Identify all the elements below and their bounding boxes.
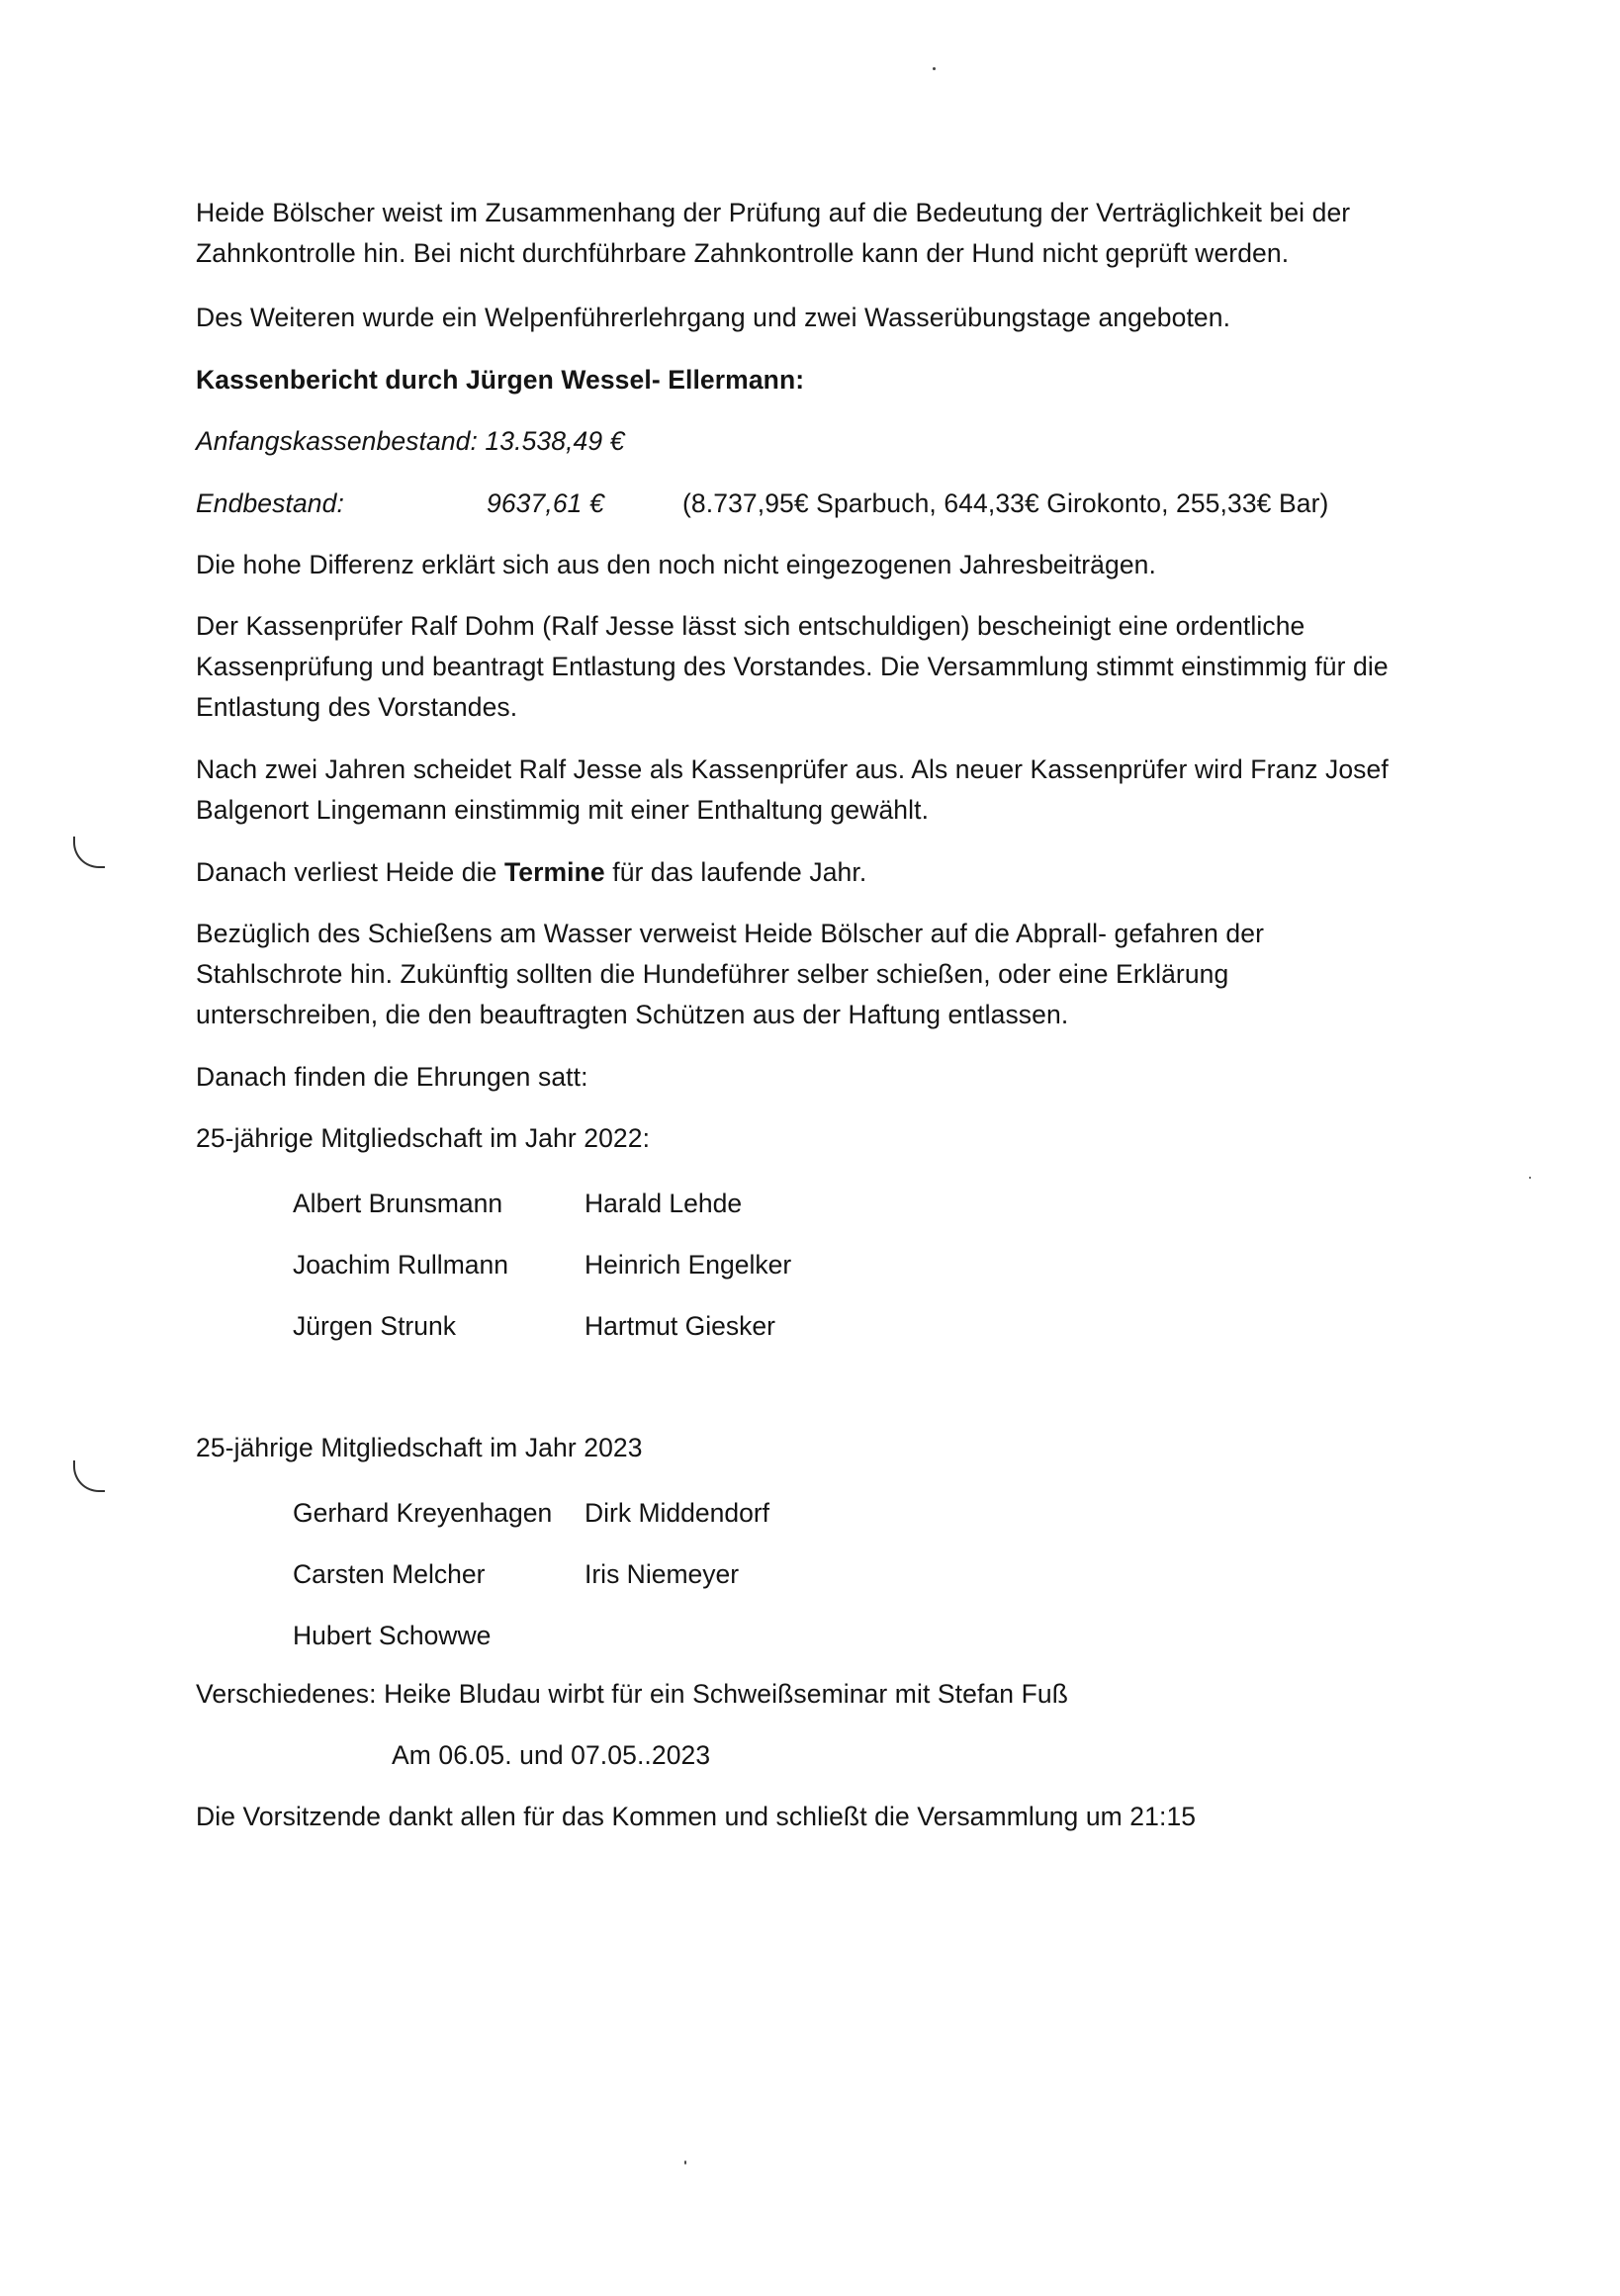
paragraph: Danach finden die Ehrungen satt: <box>196 1062 588 1092</box>
honoree-name: Hubert Schowwe <box>293 1621 492 1650</box>
honoree-name: Dirk Middendorf <box>585 1498 770 1528</box>
margin-checkmark <box>73 837 105 868</box>
misc-line: Verschiedenes: Heike Bludau wirbt für ein Schweißseminar mit Stefan Fuß <box>196 1679 1068 1709</box>
honoree-name: Jürgen Strunk <box>293 1311 456 1341</box>
end-balance-label: Endbestand: <box>196 488 344 518</box>
paragraph-line: Balgenort Lingemann einstimmig mit einer Enthaltung gewählt. <box>196 795 930 825</box>
paragraph-line: Heide Bölscher weist im Zusammenhang der Prüfung auf die Bedeutung der Verträglichkeit bei der <box>196 198 1351 227</box>
opening-balance: Anfangskassenbestand: 13.538,49 € <box>196 426 625 456</box>
paragraph <box>196 852 866 893</box>
honoree-name: Hartmut Giesker <box>585 1311 775 1341</box>
text-span-bold: Termine <box>503 857 605 887</box>
paragraph-line: Kassenprüfung und beantragt Entlastung des Vorstandes. Die Versammlung stimmt einstimmig für die <box>196 652 1389 681</box>
paragraph: Des Weiteren wurde ein Welpenführerlehrgang und zwei Wasserübungstage angeboten. <box>196 303 1231 332</box>
honoree-name: Harald Lehde <box>585 1189 743 1218</box>
honoree-name: Gerhard Kreyenhagen <box>293 1498 553 1528</box>
paragraph-line: Entlastung des Vorstandes. <box>196 692 518 722</box>
honoree-name: Albert Brunsmann <box>293 1189 503 1218</box>
honoree-name: Heinrich Engelker <box>585 1250 792 1280</box>
scan-speck <box>933 67 936 70</box>
end-balance-detail: (8.737,95€ Sparbuch, 644,33€ Girokonto, 255,33€ Bar) <box>682 488 1329 518</box>
text-span: für das laufende Jahr. <box>604 857 867 887</box>
paragraph-line: Der Kassenprüfer Ralf Dohm (Ralf Jesse lässt sich entschuldigen) bescheinigt eine ordentliche <box>196 611 1305 641</box>
honoree-name: Iris Niemeyer <box>585 1559 740 1589</box>
text-span: Danach verliest Heide die <box>196 857 504 887</box>
honor-heading-2022: 25-jährige Mitgliedschaft im Jahr 2022: <box>196 1123 651 1153</box>
paragraph: Die hohe Differenz erklärt sich aus den noch nicht eingezogenen Jahresbeiträgen. <box>196 550 1156 579</box>
paragraph-line: Zahnkontrolle hin. Bei nicht durchführbare Zahnkontrolle kann der Hund nicht geprüft werden. <box>196 238 1290 268</box>
honoree-name: Carsten Melcher <box>293 1559 486 1589</box>
scan-speck <box>684 2161 686 2164</box>
honor-heading-2023: 25-jährige Mitgliedschaft im Jahr 2023 <box>196 1433 643 1462</box>
margin-checkmark <box>73 1460 105 1492</box>
closing-line: Die Vorsitzende dankt allen für das Kommen und schließt die Versammlung um 21:15 <box>196 1802 1197 1831</box>
end-balance-value: 9637,61 € <box>487 488 604 518</box>
scan-speck <box>1529 1177 1531 1179</box>
honoree-name: Joachim Rullmann <box>293 1250 508 1280</box>
paragraph-line: Stahlschrote hin. Zukünftig sollten die Hundeführer selber schießen, oder eine Erklärung <box>196 959 1229 989</box>
misc-date-line: Am 06.05. und 07.05..2023 <box>392 1740 711 1770</box>
section-heading: Kassenbericht durch Jürgen Wessel- Ellermann: <box>196 365 805 395</box>
paragraph-line: Bezüglich des Schießens am Wasser verweist Heide Bölscher auf die Abprall- gefahren der <box>196 919 1265 948</box>
paragraph-line: unterschreiben, die den beauftragten Schützen aus der Haftung entlassen. <box>196 1000 1069 1029</box>
paragraph-line: Nach zwei Jahren scheidet Ralf Jesse als Kassenprüfer aus. Als neuer Kassenprüfer wird Franz Josef <box>196 754 1389 784</box>
